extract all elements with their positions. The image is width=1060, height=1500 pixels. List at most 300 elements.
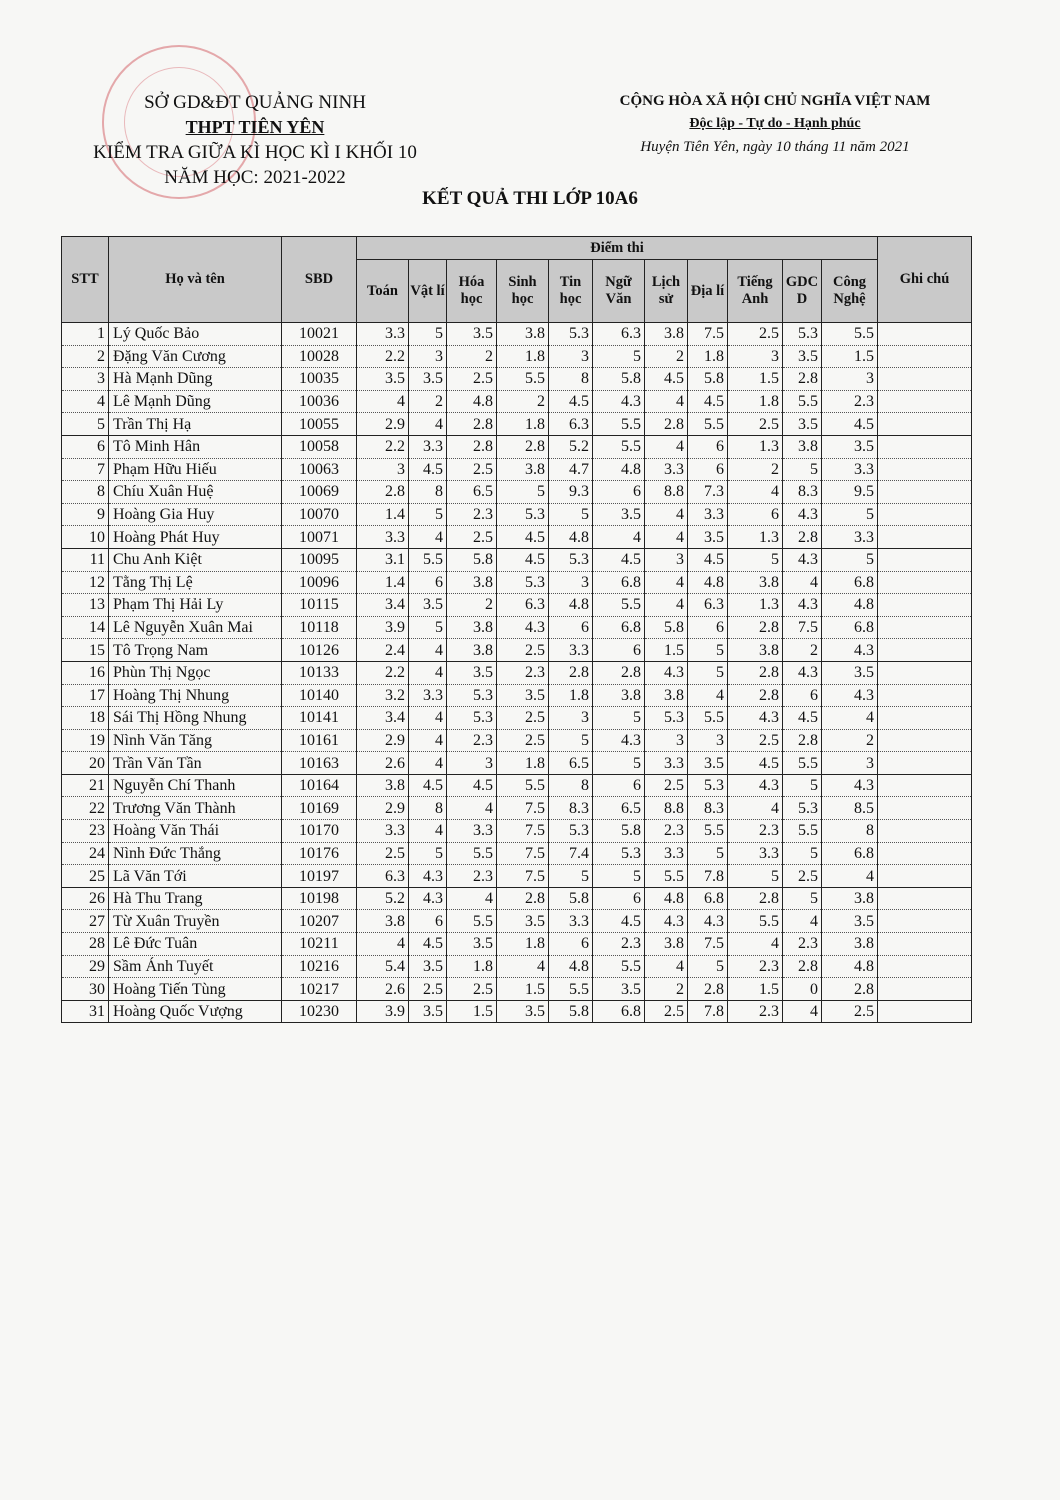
dateline: Huyện Tiên Yên, ngày 10 tháng 11 năm 2021 [640, 139, 910, 155]
table-row [62, 707, 972, 730]
table-row [62, 887, 972, 910]
score-cong-nghe-cell: 1.5 [822, 345, 878, 368]
table-row [62, 684, 972, 707]
score-sinh-hoc-cell: 2.5 [497, 639, 549, 662]
score-hoa-hoc-cell: 2.5 [447, 368, 497, 391]
header-right [560, 90, 990, 158]
score-tieng-anh-cell: 5 [728, 548, 783, 571]
score-toan-cell: 4 [357, 933, 409, 956]
score-cong-nghe-cell: 4.3 [822, 639, 878, 662]
score-tin-hoc-cell: 4.8 [549, 526, 593, 549]
ghi-chu-cell [878, 639, 972, 662]
ghi-chu-cell [878, 684, 972, 707]
score-toan-cell: 3.9 [357, 1000, 409, 1023]
score-vat-li-cell: 4 [409, 639, 447, 662]
student-name-cell: Hoàng Văn Thái [109, 820, 282, 843]
student-name-cell: Chíu Xuân Huệ [109, 481, 282, 504]
score-tin-hoc-cell: 5.3 [549, 323, 593, 346]
student-name-cell: Tằng Thị Lệ [109, 571, 282, 594]
table-row [62, 774, 972, 797]
score-lich-su-cell: 8.8 [645, 797, 688, 820]
header-tin-hoc: Tin học [549, 260, 593, 323]
score-ngu-van-cell: 5 [593, 865, 645, 888]
score-lich-su-cell: 3.3 [645, 842, 688, 865]
score-toan-cell: 3.9 [357, 616, 409, 639]
score-ngu-van-cell: 4.3 [593, 729, 645, 752]
score-tieng-anh-cell: 2.8 [728, 661, 783, 684]
student-name-cell: Tô Trọng Nam [109, 639, 282, 662]
score-cong-nghe-cell: 4.3 [822, 774, 878, 797]
header-left [60, 90, 450, 190]
score-lich-su-cell: 3 [645, 548, 688, 571]
score-sinh-hoc-cell: 7.5 [497, 820, 549, 843]
sbd-cell: 10217 [282, 978, 357, 1001]
score-gdcd-cell: 5.5 [783, 752, 822, 775]
student-name-cell: Hà Mạnh Dũng [109, 368, 282, 391]
sbd-cell: 10216 [282, 955, 357, 978]
sbd-cell: 10096 [282, 571, 357, 594]
student-name-cell: Phạm Thị Hải Ly [109, 594, 282, 617]
ghi-chu-cell [878, 887, 972, 910]
score-lich-su-cell: 1.5 [645, 639, 688, 662]
ghi-chu-cell [878, 481, 972, 504]
score-tieng-anh-cell: 1.8 [728, 390, 783, 413]
score-tin-hoc-cell: 5.3 [549, 548, 593, 571]
score-gdcd-cell: 3.8 [783, 435, 822, 458]
score-tin-hoc-cell: 6.3 [549, 413, 593, 436]
score-vat-li-cell: 3.5 [409, 1000, 447, 1023]
sbd-cell: 10161 [282, 729, 357, 752]
score-vat-li-cell: 4 [409, 820, 447, 843]
score-vat-li-cell: 2 [409, 390, 447, 413]
stt-cell: 12 [62, 571, 109, 594]
table-row [62, 933, 972, 956]
score-dia-li-cell: 8.3 [688, 797, 728, 820]
header-sbd: SBD [282, 237, 357, 323]
score-tieng-anh-cell: 1.5 [728, 368, 783, 391]
stt-cell: 8 [62, 481, 109, 504]
score-ngu-van-cell: 6 [593, 774, 645, 797]
ghi-chu-cell [878, 548, 972, 571]
ghi-chu-cell [878, 526, 972, 549]
score-hoa-hoc-cell: 3.3 [447, 820, 497, 843]
score-lich-su-cell: 5.8 [645, 616, 688, 639]
score-toan-cell: 3.2 [357, 684, 409, 707]
score-hoa-hoc-cell: 2 [447, 594, 497, 617]
score-lich-su-cell: 2.5 [645, 774, 688, 797]
student-name-cell: Hoàng Thị Nhung [109, 684, 282, 707]
score-sinh-hoc-cell: 4.5 [497, 526, 549, 549]
score-vat-li-cell: 6 [409, 571, 447, 594]
score-tin-hoc-cell: 3 [549, 707, 593, 730]
score-dia-li-cell: 4 [688, 684, 728, 707]
score-cong-nghe-cell: 6.8 [822, 571, 878, 594]
score-tieng-anh-cell: 2.8 [728, 887, 783, 910]
sbd-cell: 10176 [282, 842, 357, 865]
table-row [62, 661, 972, 684]
student-name-cell: Chu Anh Kiệt [109, 548, 282, 571]
score-tin-hoc-cell: 7.4 [549, 842, 593, 865]
score-cong-nghe-cell: 6.8 [822, 616, 878, 639]
score-toan-cell: 2.9 [357, 729, 409, 752]
score-tin-hoc-cell: 1.8 [549, 684, 593, 707]
score-vat-li-cell: 3.5 [409, 955, 447, 978]
score-hoa-hoc-cell: 5.3 [447, 707, 497, 730]
score-lich-su-cell: 4.5 [645, 368, 688, 391]
score-ngu-van-cell: 2.3 [593, 933, 645, 956]
score-dia-li-cell: 5.3 [688, 774, 728, 797]
score-hoa-hoc-cell: 3.8 [447, 571, 497, 594]
score-vat-li-cell: 4 [409, 413, 447, 436]
score-cong-nghe-cell: 3.5 [822, 910, 878, 933]
score-tieng-anh-cell: 4 [728, 797, 783, 820]
header-ngu-van: Ngữ Văn [593, 260, 645, 323]
student-name-cell: Phùn Thị Ngọc [109, 661, 282, 684]
ghi-chu-cell [878, 661, 972, 684]
student-name-cell: Đặng Văn Cương [109, 345, 282, 368]
table-row [62, 865, 972, 888]
score-tieng-anh-cell: 1.3 [728, 594, 783, 617]
table-row [62, 1000, 972, 1023]
score-tieng-anh-cell: 3 [728, 345, 783, 368]
score-lich-su-cell: 4 [645, 594, 688, 617]
score-hoa-hoc-cell: 2.5 [447, 526, 497, 549]
score-dia-li-cell: 5.8 [688, 368, 728, 391]
score-hoa-hoc-cell: 4 [447, 797, 497, 820]
ghi-chu-cell [878, 390, 972, 413]
score-sinh-hoc-cell: 1.8 [497, 413, 549, 436]
sbd-cell: 10230 [282, 1000, 357, 1023]
score-sinh-hoc-cell: 3.5 [497, 1000, 549, 1023]
score-cong-nghe-cell: 5 [822, 503, 878, 526]
score-lich-su-cell: 3.3 [645, 752, 688, 775]
score-toan-cell: 1.4 [357, 571, 409, 594]
ghi-chu-cell [878, 594, 972, 617]
score-hoa-hoc-cell: 5.3 [447, 684, 497, 707]
score-ngu-van-cell: 5.5 [593, 594, 645, 617]
score-lich-su-cell: 2.8 [645, 413, 688, 436]
header-sinh-hoc: Sinh học [497, 260, 549, 323]
table-row [62, 435, 972, 458]
score-cong-nghe-cell: 2 [822, 729, 878, 752]
stt-cell: 25 [62, 865, 109, 888]
score-toan-cell: 5.2 [357, 887, 409, 910]
score-lich-su-cell: 2 [645, 345, 688, 368]
score-tin-hoc-cell: 8 [549, 368, 593, 391]
score-tieng-anh-cell: 1.3 [728, 526, 783, 549]
score-sinh-hoc-cell: 7.5 [497, 842, 549, 865]
student-name-cell: Hoàng Gia Huy [109, 503, 282, 526]
score-hoa-hoc-cell: 2.5 [447, 458, 497, 481]
score-lich-su-cell: 4 [645, 526, 688, 549]
score-vat-li-cell: 3 [409, 345, 447, 368]
ghi-chu-cell [878, 752, 972, 775]
score-gdcd-cell: 5 [783, 887, 822, 910]
score-tieng-anh-cell: 3.8 [728, 571, 783, 594]
score-tin-hoc-cell: 3 [549, 571, 593, 594]
student-name-cell: Nình Đức Thắng [109, 842, 282, 865]
score-cong-nghe-cell: 3.5 [822, 435, 878, 458]
score-dia-li-cell: 3.3 [688, 503, 728, 526]
score-tieng-anh-cell: 4.3 [728, 707, 783, 730]
score-tieng-anh-cell: 4 [728, 933, 783, 956]
score-gdcd-cell: 2.3 [783, 933, 822, 956]
score-hoa-hoc-cell: 4 [447, 887, 497, 910]
table-row [62, 548, 972, 571]
sbd-cell: 10140 [282, 684, 357, 707]
score-lich-su-cell: 3.3 [645, 458, 688, 481]
table-row [62, 481, 972, 504]
score-toan-cell: 1.4 [357, 503, 409, 526]
score-lich-su-cell: 4 [645, 435, 688, 458]
score-tin-hoc-cell: 8 [549, 774, 593, 797]
table-row [62, 752, 972, 775]
header-name: Họ và tên [109, 237, 282, 323]
page-title: KẾT QUẢ THI LỚP 10A6 [422, 188, 638, 209]
score-lich-su-cell: 4.3 [645, 661, 688, 684]
score-hoa-hoc-cell: 4.8 [447, 390, 497, 413]
ghi-chu-cell [878, 865, 972, 888]
score-tieng-anh-cell: 2.5 [728, 413, 783, 436]
score-toan-cell: 3.5 [357, 368, 409, 391]
sbd-cell: 10028 [282, 345, 357, 368]
sbd-cell: 10021 [282, 323, 357, 346]
score-tin-hoc-cell: 5.2 [549, 435, 593, 458]
score-tin-hoc-cell: 6 [549, 933, 593, 956]
score-tieng-anh-cell: 2.3 [728, 955, 783, 978]
ghi-chu-cell [878, 616, 972, 639]
ghi-chu-cell [878, 323, 972, 346]
stt-cell: 17 [62, 684, 109, 707]
score-hoa-hoc-cell: 4.5 [447, 774, 497, 797]
score-dia-li-cell: 5 [688, 661, 728, 684]
table-row [62, 910, 972, 933]
table-row [62, 458, 972, 481]
score-sinh-hoc-cell: 2 [497, 390, 549, 413]
header-diem-thi: Điểm thi [357, 237, 878, 260]
score-tin-hoc-cell: 6 [549, 616, 593, 639]
ghi-chu-cell [878, 345, 972, 368]
table-row [62, 955, 972, 978]
score-sinh-hoc-cell: 2.5 [497, 707, 549, 730]
stt-cell: 19 [62, 729, 109, 752]
score-toan-cell: 2.6 [357, 752, 409, 775]
score-toan-cell: 3 [357, 458, 409, 481]
score-sinh-hoc-cell: 6.3 [497, 594, 549, 617]
score-ngu-van-cell: 5.5 [593, 955, 645, 978]
score-cong-nghe-cell: 4 [822, 865, 878, 888]
score-gdcd-cell: 5 [783, 458, 822, 481]
score-vat-li-cell: 5 [409, 503, 447, 526]
sbd-cell: 10211 [282, 933, 357, 956]
stt-cell: 21 [62, 774, 109, 797]
score-sinh-hoc-cell: 1.8 [497, 933, 549, 956]
score-lich-su-cell: 3.8 [645, 933, 688, 956]
table-row [62, 345, 972, 368]
score-gdcd-cell: 6 [783, 684, 822, 707]
score-toan-cell: 2.2 [357, 435, 409, 458]
stt-cell: 15 [62, 639, 109, 662]
score-vat-li-cell: 4 [409, 526, 447, 549]
score-dia-li-cell: 5 [688, 955, 728, 978]
school-name: THPT TIÊN YÊN [185, 117, 325, 137]
score-lich-su-cell: 8.8 [645, 481, 688, 504]
score-cong-nghe-cell: 8 [822, 820, 878, 843]
ghi-chu-cell [878, 435, 972, 458]
ghi-chu-cell [878, 774, 972, 797]
sbd-cell: 10063 [282, 458, 357, 481]
score-gdcd-cell: 4.5 [783, 707, 822, 730]
student-name-cell: Từ Xuân Truyền [109, 910, 282, 933]
score-ngu-van-cell: 4 [593, 526, 645, 549]
score-gdcd-cell: 5 [783, 774, 822, 797]
score-lich-su-cell: 4.3 [645, 910, 688, 933]
sbd-cell: 10118 [282, 616, 357, 639]
score-hoa-hoc-cell: 3.8 [447, 639, 497, 662]
score-gdcd-cell: 4.3 [783, 594, 822, 617]
score-hoa-hoc-cell: 6.5 [447, 481, 497, 504]
score-tin-hoc-cell: 4.7 [549, 458, 593, 481]
score-ngu-van-cell: 6.3 [593, 323, 645, 346]
score-tin-hoc-cell: 6.5 [549, 752, 593, 775]
score-sinh-hoc-cell: 5.3 [497, 503, 549, 526]
score-sinh-hoc-cell: 1.8 [497, 752, 549, 775]
sbd-cell: 10170 [282, 820, 357, 843]
score-lich-su-cell: 5.3 [645, 707, 688, 730]
score-sinh-hoc-cell: 7.5 [497, 865, 549, 888]
score-dia-li-cell: 7.8 [688, 865, 728, 888]
score-tin-hoc-cell: 5 [549, 503, 593, 526]
score-ngu-van-cell: 5.5 [593, 413, 645, 436]
score-cong-nghe-cell: 9.5 [822, 481, 878, 504]
score-tin-hoc-cell: 3.3 [549, 910, 593, 933]
score-dia-li-cell: 3 [688, 729, 728, 752]
score-sinh-hoc-cell: 1.5 [497, 978, 549, 1001]
score-toan-cell: 2.2 [357, 345, 409, 368]
score-sinh-hoc-cell: 2.8 [497, 887, 549, 910]
score-dia-li-cell: 6 [688, 435, 728, 458]
score-gdcd-cell: 2.5 [783, 865, 822, 888]
score-vat-li-cell: 4 [409, 752, 447, 775]
score-vat-li-cell: 3.3 [409, 435, 447, 458]
score-hoa-hoc-cell: 3 [447, 752, 497, 775]
header-vat-li: Vật lí [409, 260, 447, 323]
stt-cell: 27 [62, 910, 109, 933]
ghi-chu-cell [878, 729, 972, 752]
score-toan-cell: 2.2 [357, 661, 409, 684]
stt-cell: 29 [62, 955, 109, 978]
ghi-chu-cell [878, 458, 972, 481]
student-name-cell: Hoàng Quốc Vượng [109, 1000, 282, 1023]
score-tieng-anh-cell: 3.3 [728, 842, 783, 865]
score-tin-hoc-cell: 3.3 [549, 639, 593, 662]
score-tieng-anh-cell: 2.8 [728, 616, 783, 639]
score-toan-cell: 3.8 [357, 910, 409, 933]
score-vat-li-cell: 8 [409, 797, 447, 820]
score-cong-nghe-cell: 8.5 [822, 797, 878, 820]
score-tieng-anh-cell: 2.3 [728, 820, 783, 843]
score-sinh-hoc-cell: 3.8 [497, 458, 549, 481]
score-vat-li-cell: 8 [409, 481, 447, 504]
stt-cell: 10 [62, 526, 109, 549]
table-row [62, 978, 972, 1001]
score-gdcd-cell: 8.3 [783, 481, 822, 504]
stt-cell: 4 [62, 390, 109, 413]
score-tin-hoc-cell: 5.3 [549, 820, 593, 843]
score-tin-hoc-cell: 4.8 [549, 955, 593, 978]
score-tin-hoc-cell: 8.3 [549, 797, 593, 820]
stt-cell: 30 [62, 978, 109, 1001]
score-lich-su-cell: 3 [645, 729, 688, 752]
score-toan-cell: 3.4 [357, 594, 409, 617]
score-ngu-van-cell: 6.8 [593, 571, 645, 594]
table-row [62, 526, 972, 549]
score-ngu-van-cell: 6.8 [593, 616, 645, 639]
ghi-chu-cell [878, 933, 972, 956]
score-dia-li-cell: 2.8 [688, 978, 728, 1001]
score-gdcd-cell: 3.5 [783, 413, 822, 436]
sbd-cell: 10070 [282, 503, 357, 526]
sbd-cell: 10169 [282, 797, 357, 820]
score-lich-su-cell: 2.3 [645, 820, 688, 843]
table-row [62, 797, 972, 820]
score-toan-cell: 2.9 [357, 797, 409, 820]
stt-cell: 20 [62, 752, 109, 775]
score-toan-cell: 2.6 [357, 978, 409, 1001]
score-dia-li-cell: 7.5 [688, 323, 728, 346]
score-ngu-van-cell: 4.5 [593, 910, 645, 933]
stt-cell: 22 [62, 797, 109, 820]
score-cong-nghe-cell: 3 [822, 752, 878, 775]
score-vat-li-cell: 4.5 [409, 458, 447, 481]
score-dia-li-cell: 4.8 [688, 571, 728, 594]
score-hoa-hoc-cell: 2.8 [447, 413, 497, 436]
score-hoa-hoc-cell: 2.8 [447, 435, 497, 458]
score-vat-li-cell: 4.3 [409, 865, 447, 888]
score-lich-su-cell: 3.8 [645, 323, 688, 346]
score-vat-li-cell: 3.5 [409, 594, 447, 617]
stt-cell: 1 [62, 323, 109, 346]
score-toan-cell: 3.3 [357, 820, 409, 843]
header-tieng-anh: Tiếng Anh [728, 260, 783, 323]
score-hoa-hoc-cell: 5.5 [447, 910, 497, 933]
score-sinh-hoc-cell: 4.5 [497, 548, 549, 571]
score-tieng-anh-cell: 5 [728, 865, 783, 888]
score-lich-su-cell: 4 [645, 503, 688, 526]
table-row [62, 503, 972, 526]
student-name-cell: Nình Văn Tăng [109, 729, 282, 752]
score-ngu-van-cell: 5.5 [593, 435, 645, 458]
score-vat-li-cell: 5 [409, 323, 447, 346]
score-cong-nghe-cell: 2.5 [822, 1000, 878, 1023]
stt-cell: 14 [62, 616, 109, 639]
department-name: SỞ GD&ĐT QUẢNG NINH [144, 92, 366, 113]
header-gdcd: GDC D [783, 260, 822, 323]
score-dia-li-cell: 7.8 [688, 1000, 728, 1023]
score-toan-cell: 3.4 [357, 707, 409, 730]
score-gdcd-cell: 2.8 [783, 526, 822, 549]
ghi-chu-cell [878, 797, 972, 820]
score-hoa-hoc-cell: 5.8 [447, 548, 497, 571]
student-name-cell: Hoàng Phát Huy [109, 526, 282, 549]
score-gdcd-cell: 2.8 [783, 955, 822, 978]
score-tin-hoc-cell: 9.3 [549, 481, 593, 504]
score-toan-cell: 3.1 [357, 548, 409, 571]
score-cong-nghe-cell: 5 [822, 548, 878, 571]
sbd-cell: 10058 [282, 435, 357, 458]
score-gdcd-cell: 4.3 [783, 548, 822, 571]
stt-cell: 18 [62, 707, 109, 730]
